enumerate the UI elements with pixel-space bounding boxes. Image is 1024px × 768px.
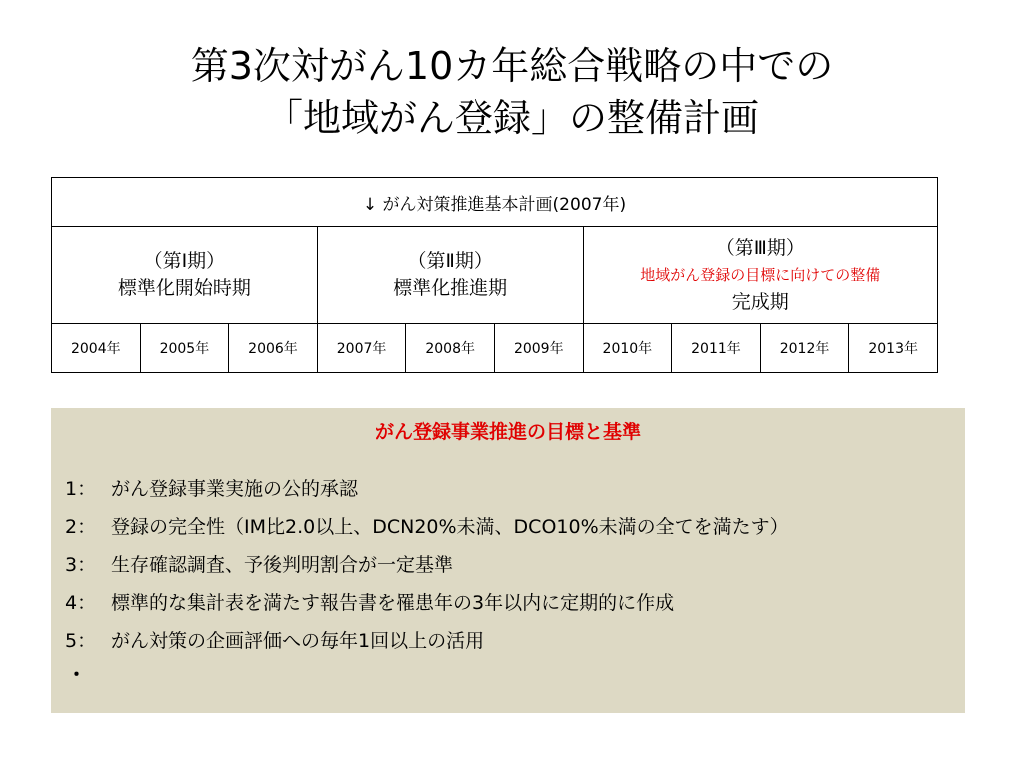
phase-1-name: 標準化開始時期 — [117, 277, 251, 299]
goals-list — [65, 470, 965, 690]
phase-cell-3 — [583, 227, 937, 324]
year-cell: 2007年 — [317, 324, 406, 373]
phase-3-note: 地域がん登録の目標に向けての整備 — [640, 265, 881, 284]
phase-2-period: （第Ⅱ期） — [407, 250, 493, 272]
title-line-2: 「地域がん登録」の整備計画 — [264, 96, 759, 140]
goals-box — [51, 408, 965, 713]
goal-number: 2： — [65, 516, 97, 538]
phase-cell-1 — [52, 227, 318, 324]
year-cell: 2013年 — [849, 324, 938, 373]
year-cell: 2005年 — [140, 324, 229, 373]
goal-item — [65, 470, 965, 508]
goal-item — [65, 622, 965, 660]
goal-text: 標準的な集計表を満たす報告書を罹患年の3年以内に定期的に作成 — [111, 592, 675, 614]
goal-number: 1： — [65, 478, 97, 500]
goal-text: 登録の完全性（IM比2.0以上、DCN20%未満、DCO10%未満の全てを満たす） — [111, 516, 789, 538]
phase-row — [52, 227, 938, 324]
goal-number: 5： — [65, 630, 97, 652]
year-cell: 2008年 — [406, 324, 495, 373]
phase-1-period: （第Ⅰ期） — [143, 250, 226, 272]
bullet-point: ・ — [67, 664, 87, 686]
goal-item — [65, 584, 965, 622]
goals-title: がん登録事業推進の目標と基準 — [374, 421, 641, 443]
goal-number: 3： — [65, 554, 97, 576]
goal-number: 4： — [65, 592, 97, 614]
year-cell: 2010年 — [583, 324, 672, 373]
title-line-1: 第3次対がん10カ年総合戦略の中での — [190, 44, 834, 88]
years-row — [52, 324, 938, 373]
year-cell: 2011年 — [672, 324, 761, 373]
goal-text: がん対策の企画評価への毎年1回以上の活用 — [111, 630, 485, 652]
year-cell: 2012年 — [760, 324, 849, 373]
slide-title — [0, 40, 1024, 144]
goal-text: がん登録事業実施の公的承認 — [111, 478, 359, 500]
year-cell: 2009年 — [494, 324, 583, 373]
phase-3-name: 完成期 — [731, 290, 789, 313]
phase-3-period: （第Ⅲ期） — [715, 236, 805, 259]
table-header-row — [52, 178, 938, 227]
basic-plan-header: ↓ がん対策推進基本計画(2007年) — [52, 178, 938, 227]
goal-item — [65, 546, 965, 584]
year-cell: 2006年 — [229, 324, 318, 373]
goal-text: 生存確認調査、予後判明割合が一定基準 — [111, 554, 454, 576]
phase-2-name: 標準化推進期 — [393, 277, 508, 299]
year-cell: 2004年 — [52, 324, 141, 373]
phase-cell-2 — [317, 227, 583, 324]
goal-item — [65, 508, 965, 546]
plan-table — [51, 177, 938, 373]
